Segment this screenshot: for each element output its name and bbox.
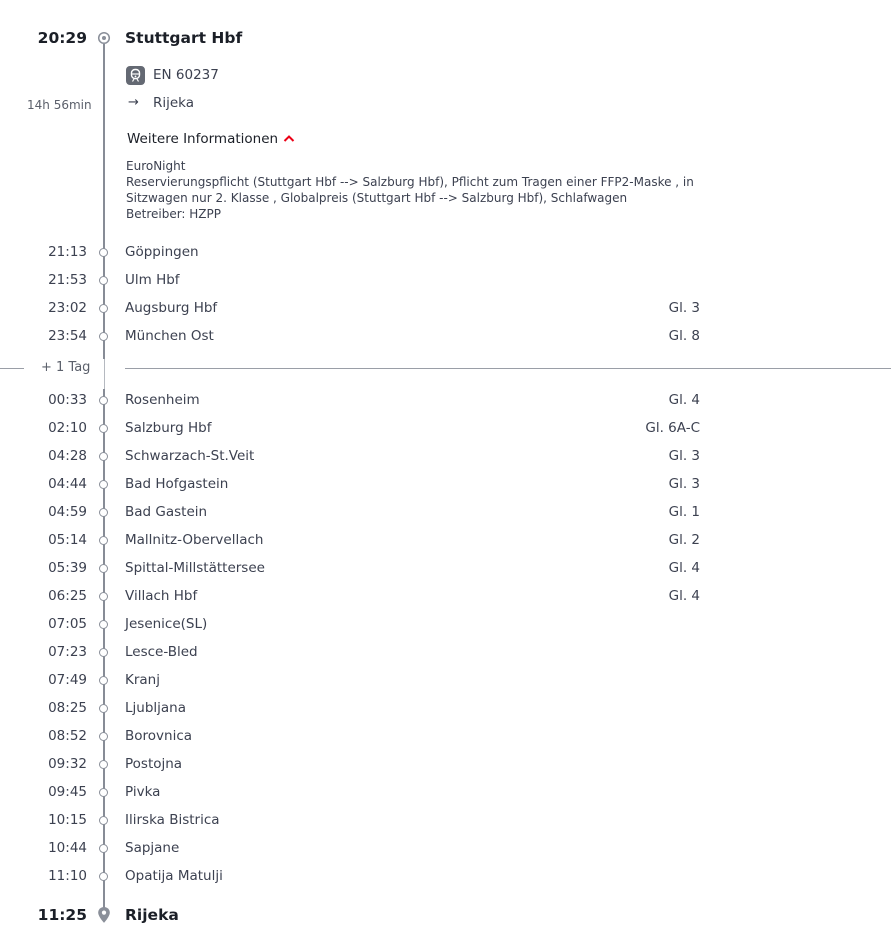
stop-marker-icon <box>99 480 108 489</box>
origin-time: 20:29 <box>37 29 87 47</box>
stop-station-name[interactable]: Opatija Matulji <box>125 868 223 884</box>
stop-marker-icon <box>99 276 108 285</box>
stop-time: 23:54 <box>48 328 87 344</box>
stop-time: 00:33 <box>48 392 87 408</box>
stop-marker-icon <box>99 816 108 825</box>
stop-marker-icon <box>99 788 108 797</box>
stop-time: 05:39 <box>48 560 87 576</box>
stop-time: 04:28 <box>48 448 87 464</box>
stop-track: Gl. 1 <box>668 504 700 520</box>
stop-marker-icon <box>99 564 108 573</box>
info-line-seating: Sitzwagen nur 2. Klasse , Globalpreis (Stuttgart Hbf --> Salzburg Hbf), Schlafwagen <box>126 191 628 205</box>
stop-marker-icon <box>99 396 108 405</box>
stop-time: 21:53 <box>48 272 87 288</box>
stop-marker-icon <box>99 248 108 257</box>
more-info-toggle[interactable]: Weitere Informationen <box>127 131 279 147</box>
stop-marker-icon <box>99 452 108 461</box>
stop-track: Gl. 2 <box>668 532 700 548</box>
destination-station[interactable]: Rijeka <box>125 906 179 924</box>
stop-marker-icon <box>99 872 108 881</box>
origin-marker-icon <box>97 31 111 45</box>
stop-time: 04:44 <box>48 476 87 492</box>
stop-station-name[interactable]: Postojna <box>125 756 183 772</box>
stop-time: 02:10 <box>48 420 87 436</box>
stop-station-name[interactable]: Augsburg Hbf <box>125 300 218 316</box>
location-pin-icon <box>97 906 111 924</box>
stop-track: Gl. 3 <box>668 476 700 492</box>
stop-marker-icon <box>99 732 108 741</box>
train-number: EN 60237 <box>153 67 219 83</box>
stop-time: 07:23 <box>48 644 87 660</box>
stop-station-name[interactable]: Kranj <box>125 672 160 688</box>
stop-marker-icon <box>99 760 108 769</box>
destination-time: 11:25 <box>37 906 87 924</box>
stop-marker-icon <box>99 592 108 601</box>
origin-station[interactable]: Stuttgart Hbf <box>125 29 243 47</box>
stop-time: 11:10 <box>48 868 87 884</box>
stop-station-name[interactable]: Borovnica <box>125 728 193 744</box>
stop-time: 09:45 <box>48 784 87 800</box>
stop-time: 21:13 <box>48 244 87 260</box>
stop-station-name[interactable]: Spittal-Millstättersee <box>125 560 265 576</box>
stop-time: 23:02 <box>48 300 87 316</box>
stop-track: Gl. 3 <box>668 300 700 316</box>
stop-marker-icon <box>99 648 108 657</box>
stop-track: Gl. 6A-C <box>645 420 700 436</box>
day-divider-right <box>125 368 891 369</box>
stop-station-name[interactable]: Salzburg Hbf <box>125 420 212 436</box>
timeline-line-day-break <box>104 359 105 389</box>
stop-station-name[interactable]: Pivka <box>125 784 161 800</box>
stop-marker-icon <box>99 620 108 629</box>
stop-time: 07:05 <box>48 616 87 632</box>
day-divider-left <box>0 368 24 369</box>
stop-marker-icon <box>99 704 108 713</box>
stop-time: 10:15 <box>48 812 87 828</box>
stop-station-name[interactable]: Schwarzach-St.Veit <box>125 448 255 464</box>
train-icon <box>126 66 145 85</box>
stop-track: Gl. 4 <box>668 588 700 604</box>
stop-marker-icon <box>99 676 108 685</box>
stop-station-name[interactable]: Ilirska Bistrica <box>125 812 220 828</box>
stop-station-name[interactable]: Ljubljana <box>125 700 187 716</box>
info-operator: Betreiber: HZPP <box>126 207 222 221</box>
stop-station-name[interactable]: Jesenice(SL) <box>125 616 208 632</box>
stop-station-name[interactable]: Göppingen <box>125 244 199 260</box>
stop-marker-icon <box>99 508 108 517</box>
stop-time: 08:25 <box>48 700 87 716</box>
stop-time: 04:59 <box>48 504 87 520</box>
journey-duration: 14h 56min <box>27 98 92 112</box>
stop-time: 05:14 <box>48 532 87 548</box>
info-line-reservation: Reservierungspflicht (Stuttgart Hbf --> Salzburg Hbf), Pflicht zum Tragen einer FFP2-Maske , in <box>126 175 694 189</box>
stop-marker-icon <box>99 844 108 853</box>
stop-marker-icon <box>99 536 108 545</box>
stop-track: Gl. 4 <box>668 392 700 408</box>
stop-track: Gl. 4 <box>668 560 700 576</box>
stop-time: 09:32 <box>48 756 87 772</box>
stop-track: Gl. 8 <box>668 328 700 344</box>
stop-time: 10:44 <box>48 840 87 856</box>
chevron-up-icon[interactable] <box>283 134 295 142</box>
stop-marker-icon <box>99 332 108 341</box>
stop-time: 07:49 <box>48 672 87 688</box>
stop-station-name[interactable]: Lesce-Bled <box>125 644 198 660</box>
stop-marker-icon <box>99 424 108 433</box>
stop-time: 08:52 <box>48 728 87 744</box>
day-change-label: + 1 Tag <box>41 360 91 375</box>
stop-station-name[interactable]: Bad Gastein <box>125 504 208 520</box>
stop-track: Gl. 3 <box>668 448 700 464</box>
stop-time: 06:25 <box>48 588 87 604</box>
stop-station-name[interactable]: Sapjane <box>125 840 180 856</box>
train-direction: Rijeka <box>153 95 195 111</box>
stop-station-name[interactable]: Rosenheim <box>125 392 200 408</box>
direction-arrow-icon: → <box>128 95 139 110</box>
stop-station-name[interactable]: München Ost <box>125 328 214 344</box>
stop-marker-icon <box>99 304 108 313</box>
stop-station-name[interactable]: Mallnitz-Obervellach <box>125 532 264 548</box>
stop-station-name[interactable]: Villach Hbf <box>125 588 198 604</box>
info-train-category: EuroNight <box>126 159 186 173</box>
stop-station-name[interactable]: Ulm Hbf <box>125 272 180 288</box>
stop-station-name[interactable]: Bad Hofgastein <box>125 476 229 492</box>
